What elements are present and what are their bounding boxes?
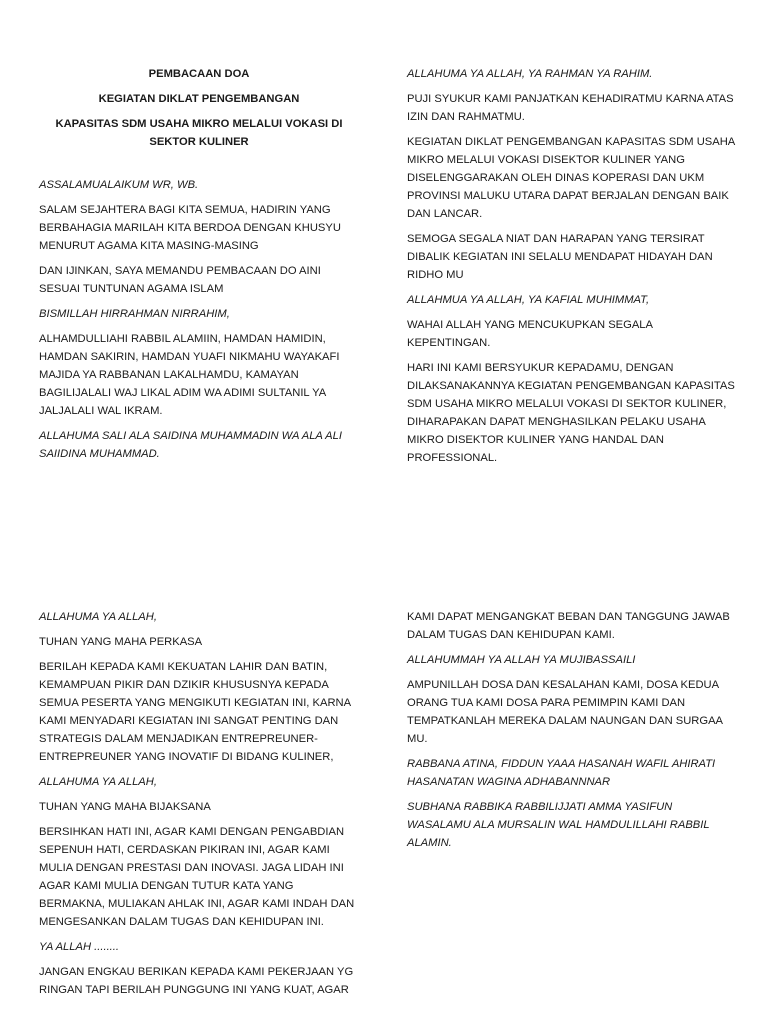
title-line-2: KEGIATAN DIKLAT PENGEMBANGAN [98,93,300,105]
paragraph: BERILAH KEPADA KAMI KEKUATAN LAHIR DAN BATIN, KEMAMPUAN PIKIR DAN DZIKIR KHUSUSNYA KEPADA SEMUA PESERTA YANG MENGIKUTI KEGIATAN INI, KARNA KAMI MENYADARI KEGIATAN INI SANGAT PENTING DAN STRATEGIS DALAM MENJADIKAN ENTREPREUNER-ENTREPREUNER YANG INOVATIF DI BIDANG KULINER, [39,661,351,763]
paragraph: SUBHANA RABBIKA RABBILIJJATI AMMA YASIFUN WASALAMU ALA MURSALIN WAL HAMDULILLAHI RABBIL ALAMIN. [407,801,710,849]
paragraph: ALLAHMUA YA ALLAH, YA KAFIAL MUHIMMAT, [407,294,650,306]
paragraph: HARI INI KAMI BERSYUKUR KEPADAMU, DENGAN DILAKSANAKANNYA KEGIATAN PENGEMBANGAN KAPASITAS SDM USAHA MIKRO MELALUI VOKASI DI SEKTOR KULINER, DIHARAPAKAN DAPAT MENGHASILKAN PELAKU USAHA MIKRO DISEKTOR KULINER YANG HANDAL DAN PROFESSIONAL. [407,362,735,464]
paragraph: AMPUNILLAH DOSA DAN KESALAHAN KAMI, DOSA KEDUA ORANG TUA KAMI DOSA PARA PEMIMPIN KAMI DAN TEMPATKANLAH MEREKA DALAM NAUNGAN DAN SURGAA MU. [407,679,723,745]
paragraph: RABBANA ATINA, FIDDUN YAAA HASANAH WAFIL AHIRATI HASANATAN WAGINA ADHABANNNAR [407,758,716,788]
paragraph: WAHAI ALLAH YANG MENCUKUPKAN SEGALA KEPENTINGAN. [407,319,653,349]
bottom-right-column [407,608,737,859]
paragraph: YA ALLAH ........ [39,941,120,953]
paragraph: KEGIATAN DIKLAT PENGEMBANGAN KAPASITAS SDM USAHA MIKRO MELALUI VOKASI DISEKTOR KULINER YANG DISELENGGARAKAN OLEH DINAS KOPERASI DAN UKM PROVINSI MALUKU UTARA DAPAT BERJALAN DENGAN BAIK DAN LANCAR. [407,136,735,220]
document-title [39,65,359,151]
bottom-left-column [39,608,359,1006]
paragraph: BISMILLAH HIRRAHMAN NIRRAHIM, [39,308,230,320]
paragraph: BERSIHKAN HATI INI, AGAR KAMI DENGAN PENGABDIAN SEPENUH HATI, CERDASKAN PIKIRAN INI, AGAR KAMI MULIA DENGAN PRESTASI DAN INOVASI. JAGA LIDAH INI AGAR KAMI MULIA DENGAN TUTUR KATA YANG BERMAKNA, MULIAKAN AHLAK INI, AGAR KAMI INDAH DAN MENGESANKAN DALAM TUGAS DAN KEHIDUPAN INI. [39,826,355,928]
paragraph: ALLAHUMA YA ALLAH, [39,776,157,788]
paragraph: PUJI SYUKUR KAMI PANJATKAN KEHADIRATMU KARNA ATAS IZIN DAN RAHMATMU. [407,93,734,123]
paragraph: ALLAHUMMAH YA ALLAH YA MUJIBASSAILI [407,654,636,666]
paragraph: KAMI DAPAT MENGANGKAT BEBAN DAN TANGGUNG JAWAB DALAM TUGAS DAN KEHIDUPAN KAMI. [407,611,730,641]
paragraph: ALLAHUMA SALI ALA SAIDINA MUHAMMADIN WA ALA ALI SAIIDINA MUHAMMAD. [39,430,342,460]
title-line-1: PEMBACAAN DOA [148,68,250,80]
paragraph: ALHAMDULLIAHI RABBIL ALAMIIN, HAMDAN HAMIDIN, HAMDAN SAKIRIN, HAMDAN YUAFI NIKMAHU WAYAKAFI MAJIDA YA RABBANAN LAKALHAMDU, KAMAYAN BAGILIJALALI WAJ LIKAL ADIM WA ADIMI SULTANIL YA JALJALALI WAL IKRAM. [39,333,340,417]
title-line-3: KAPASITAS SDM USAHA MIKRO MELALUI VOKASI DI SEKTOR KULINER [55,118,343,148]
paragraph: SALAM SEJAHTERA BAGI KITA SEMUA, HADIRIN YANG BERBAHAGIA MARILAH KITA BERDOA DENGAN KHUSYU MENURUT AGAMA KITA MASING-MASING [39,204,341,252]
paragraph: DAN IJINKAN, SAYA MEMANDU PEMBACAAN DO AINI SESUAI TUNTUNAN AGAMA ISLAM [39,265,321,295]
paragraph: ALLAHUMA YA ALLAH, [39,611,157,623]
top-left-column [39,65,359,470]
paragraph: TUHAN YANG MAHA PERKASA [39,636,203,648]
paragraph: TUHAN YANG MAHA BIJAKSANA [39,801,211,813]
paragraph: SEMOGA SEGALA NIAT DAN HARAPAN YANG TERSIRAT DIBALIK KEGIATAN INI SELALU MENDAPAT HIDAYAH DAN RIDHO MU [407,233,713,281]
paragraph: ALLAHUMA YA ALLAH, YA RAHMAN YA RAHIM. [407,68,653,80]
paragraph: ASSALAMUALAIKUM WR, WB. [39,179,199,191]
paragraph: JANGAN ENGKAU BERIKAN KEPADA KAMI PEKERJAAN YG RINGAN TAPI BERILAH PUNGGUNG INI YANG KUAT, AGAR [39,966,354,996]
top-right-column [407,65,737,474]
